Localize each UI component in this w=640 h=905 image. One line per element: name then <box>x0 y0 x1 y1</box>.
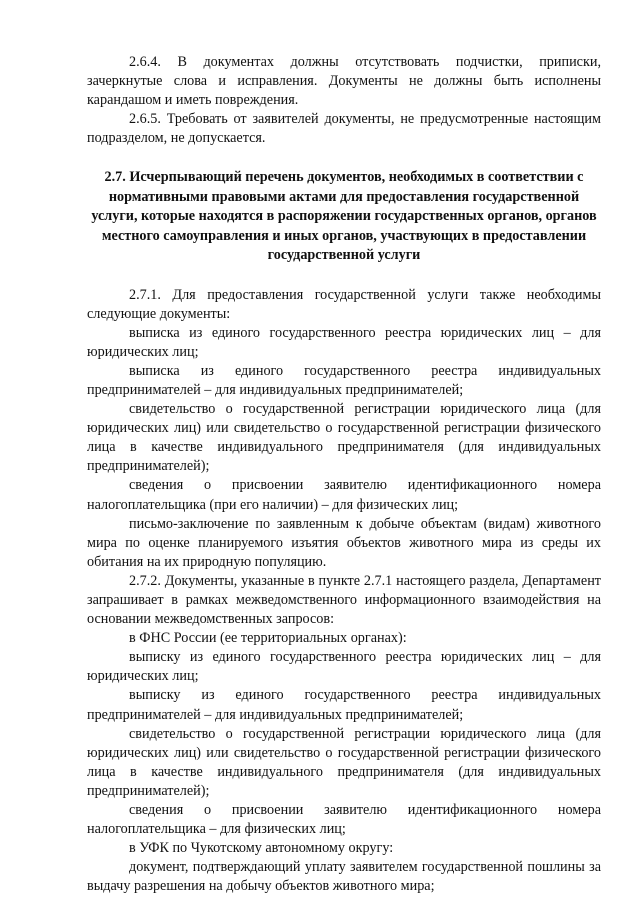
document-page <box>87 53 601 897</box>
list-item: выписку из единого государственного реестра юридических лиц – для юридических лиц; <box>87 649 601 685</box>
section-heading-2-7: 2.7. Исчерпывающий перечень документов, необходимых в соответствии с нормативными правовыми актами для предоставления государственной услуги, которые находятся в распоряжении государственных органов, органов местного самоуправления и иных органов, участвующих в предоставлении государственной услуги <box>91 169 597 264</box>
list-item: документ, подтверждающий уплату заявителем государственной пошлины за выдачу разрешения на добычу объектов животного мира; <box>87 859 601 895</box>
list-item: выписку из единого государственного реестра индивидуальных предпринимателей – для индивидуальных предпринимателей; <box>87 687 601 723</box>
paragraph-2-7-2: 2.7.2. Документы, указанные в пункте 2.7.1 настоящего раздела, Департамент запрашивает в рамках межведомственного информационного взаимодействия на основании межведомственных запросов: <box>87 572 601 628</box>
list-item: письмо-заключение по заявленным к добыче объектам (видам) животного мира по оценке планируемого изъятия объектов животного мира из среды их обитания на их природную популяцию. <box>87 515 601 570</box>
paragraph-2-6-4: 2.6.4. В документах должны отсутствовать подчистки, приписки, зачеркнутые слова и исправления. Документы не должны быть исполнены карандашом и иметь повреждения. <box>87 54 601 109</box>
list-item: сведения о присвоении заявителю идентификационного номера налогоплательщика – для физических лиц; <box>87 802 601 838</box>
list-item: выписка из единого государственного реестра юридических лиц – для юридических лиц; <box>87 324 601 360</box>
list-item: выписка из единого государственного реестра индивидуальных предпринимателей – для индивидуальных предпринимателей; <box>87 362 601 398</box>
list-item: свидетельство о государственной регистрации юридического лица (для юридических лиц) или свидетельство о государственной регистрации физического лица в качестве индивидуального предпринимателя (для индивидуальных предпринимателей); <box>87 401 601 475</box>
paragraph-2-6-5: 2.6.5. Требовать от заявителей документы, не предусмотренные настоящим подразделом, не допускается. <box>87 111 601 147</box>
fns-label: в ФНС России (ее территориальных органах): <box>129 630 407 647</box>
list-item: сведения о присвоении заявителю идентификационного номера налогоплательщика (при его наличии) – для физических лиц; <box>87 477 601 513</box>
list-item: свидетельство о государственной регистрации юридического лица (для юридических лиц) или свидетельство о государственной регистрации физического лица в качестве индивидуального предпринимателя (для индивидуальных предпринимателей); <box>87 725 601 799</box>
ufk-label: в УФК по Чукотскому автономному округу: <box>129 840 394 857</box>
paragraph-2-7-1: 2.7.1. Для предоставления государственной услуги также необходимы следующие документы: <box>87 286 601 322</box>
